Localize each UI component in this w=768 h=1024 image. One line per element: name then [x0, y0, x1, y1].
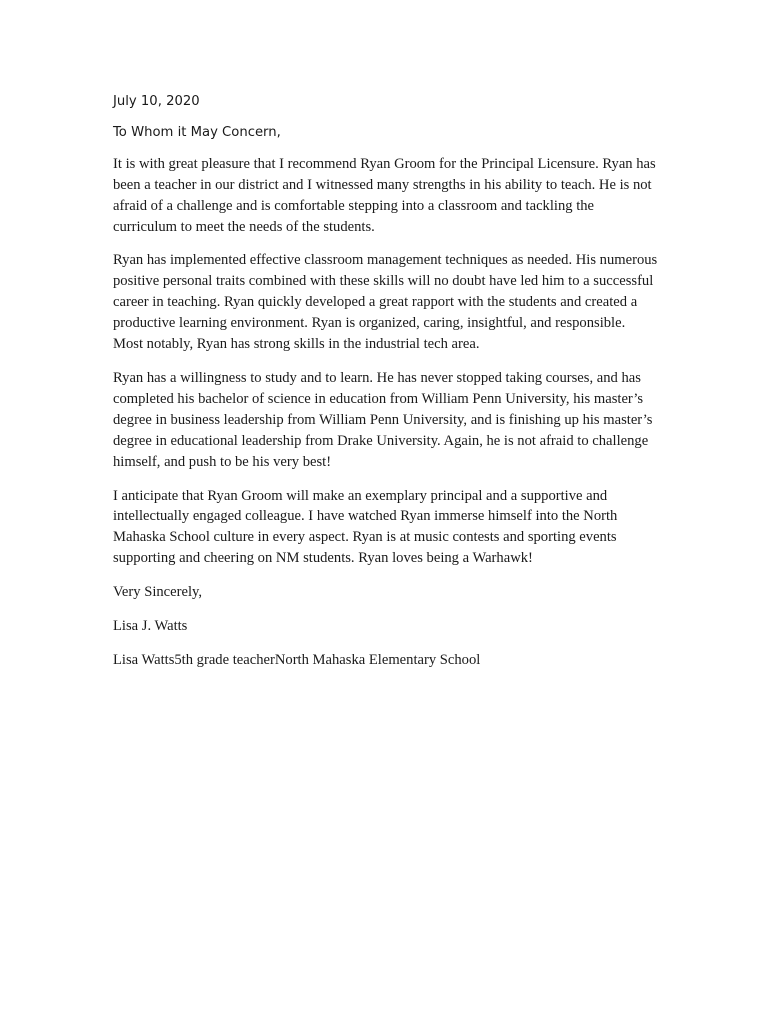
recommendation-letter [113, 92, 658, 684]
letter-salutation: To Whom it May Concern, [113, 124, 281, 140]
letter-date: July 10, 2020 [113, 94, 200, 109]
letter-paragraph-2: Ryan has implemented effective classroom management techniques as needed. His numerous positive personal traits combined with these skills will no doubt have led him to a successful career in teaching. Ryan quickly developed a great rapport with the students and created a productive learning environment. Ryan is organized, caring, insightful, and responsible. Most notably, Ryan has strong skills in the industrial tech area. [113, 252, 658, 353]
letter-paragraph-1: It is with great pleasure that I recommend Ryan Groom for the Principal Licensure. Ryan has been a teacher in our district and I witnessed many strengths in his ability to teach. He is not afraid of a challenge and is comfortable stepping into a classroom and tackling the curriculum to meet the needs of the students. [113, 155, 656, 235]
letter-signature: Lisa J. Watts [113, 618, 188, 635]
letter-closing: Very Sincerely, [113, 584, 203, 601]
signature-details: Lisa Watts5th grade teacherNorth Mahaska Elementary School [113, 651, 481, 668]
letter-paragraph-4: I anticipate that Ryan Groom will make an exemplary principal and a supportive and intellectually engaged colleague. I have watched Ryan immerse himself into the North Mahaska School culture in every aspect. Ryan is at music contests and sporting events supporting and cheering on NM students. Ryan loves being a Warhawk! [113, 487, 618, 567]
letter-paragraph-3: Ryan has a willingness to study and to learn. He has never stopped taking courses, and has completed his bachelor of science in education from William Penn University, his master’s degree in business leadership from William Penn University, and is finishing up his master’s degree in educational leadership from Drake University. Again, he is not afraid to challenge himself, and push to be his very best! [113, 369, 653, 470]
